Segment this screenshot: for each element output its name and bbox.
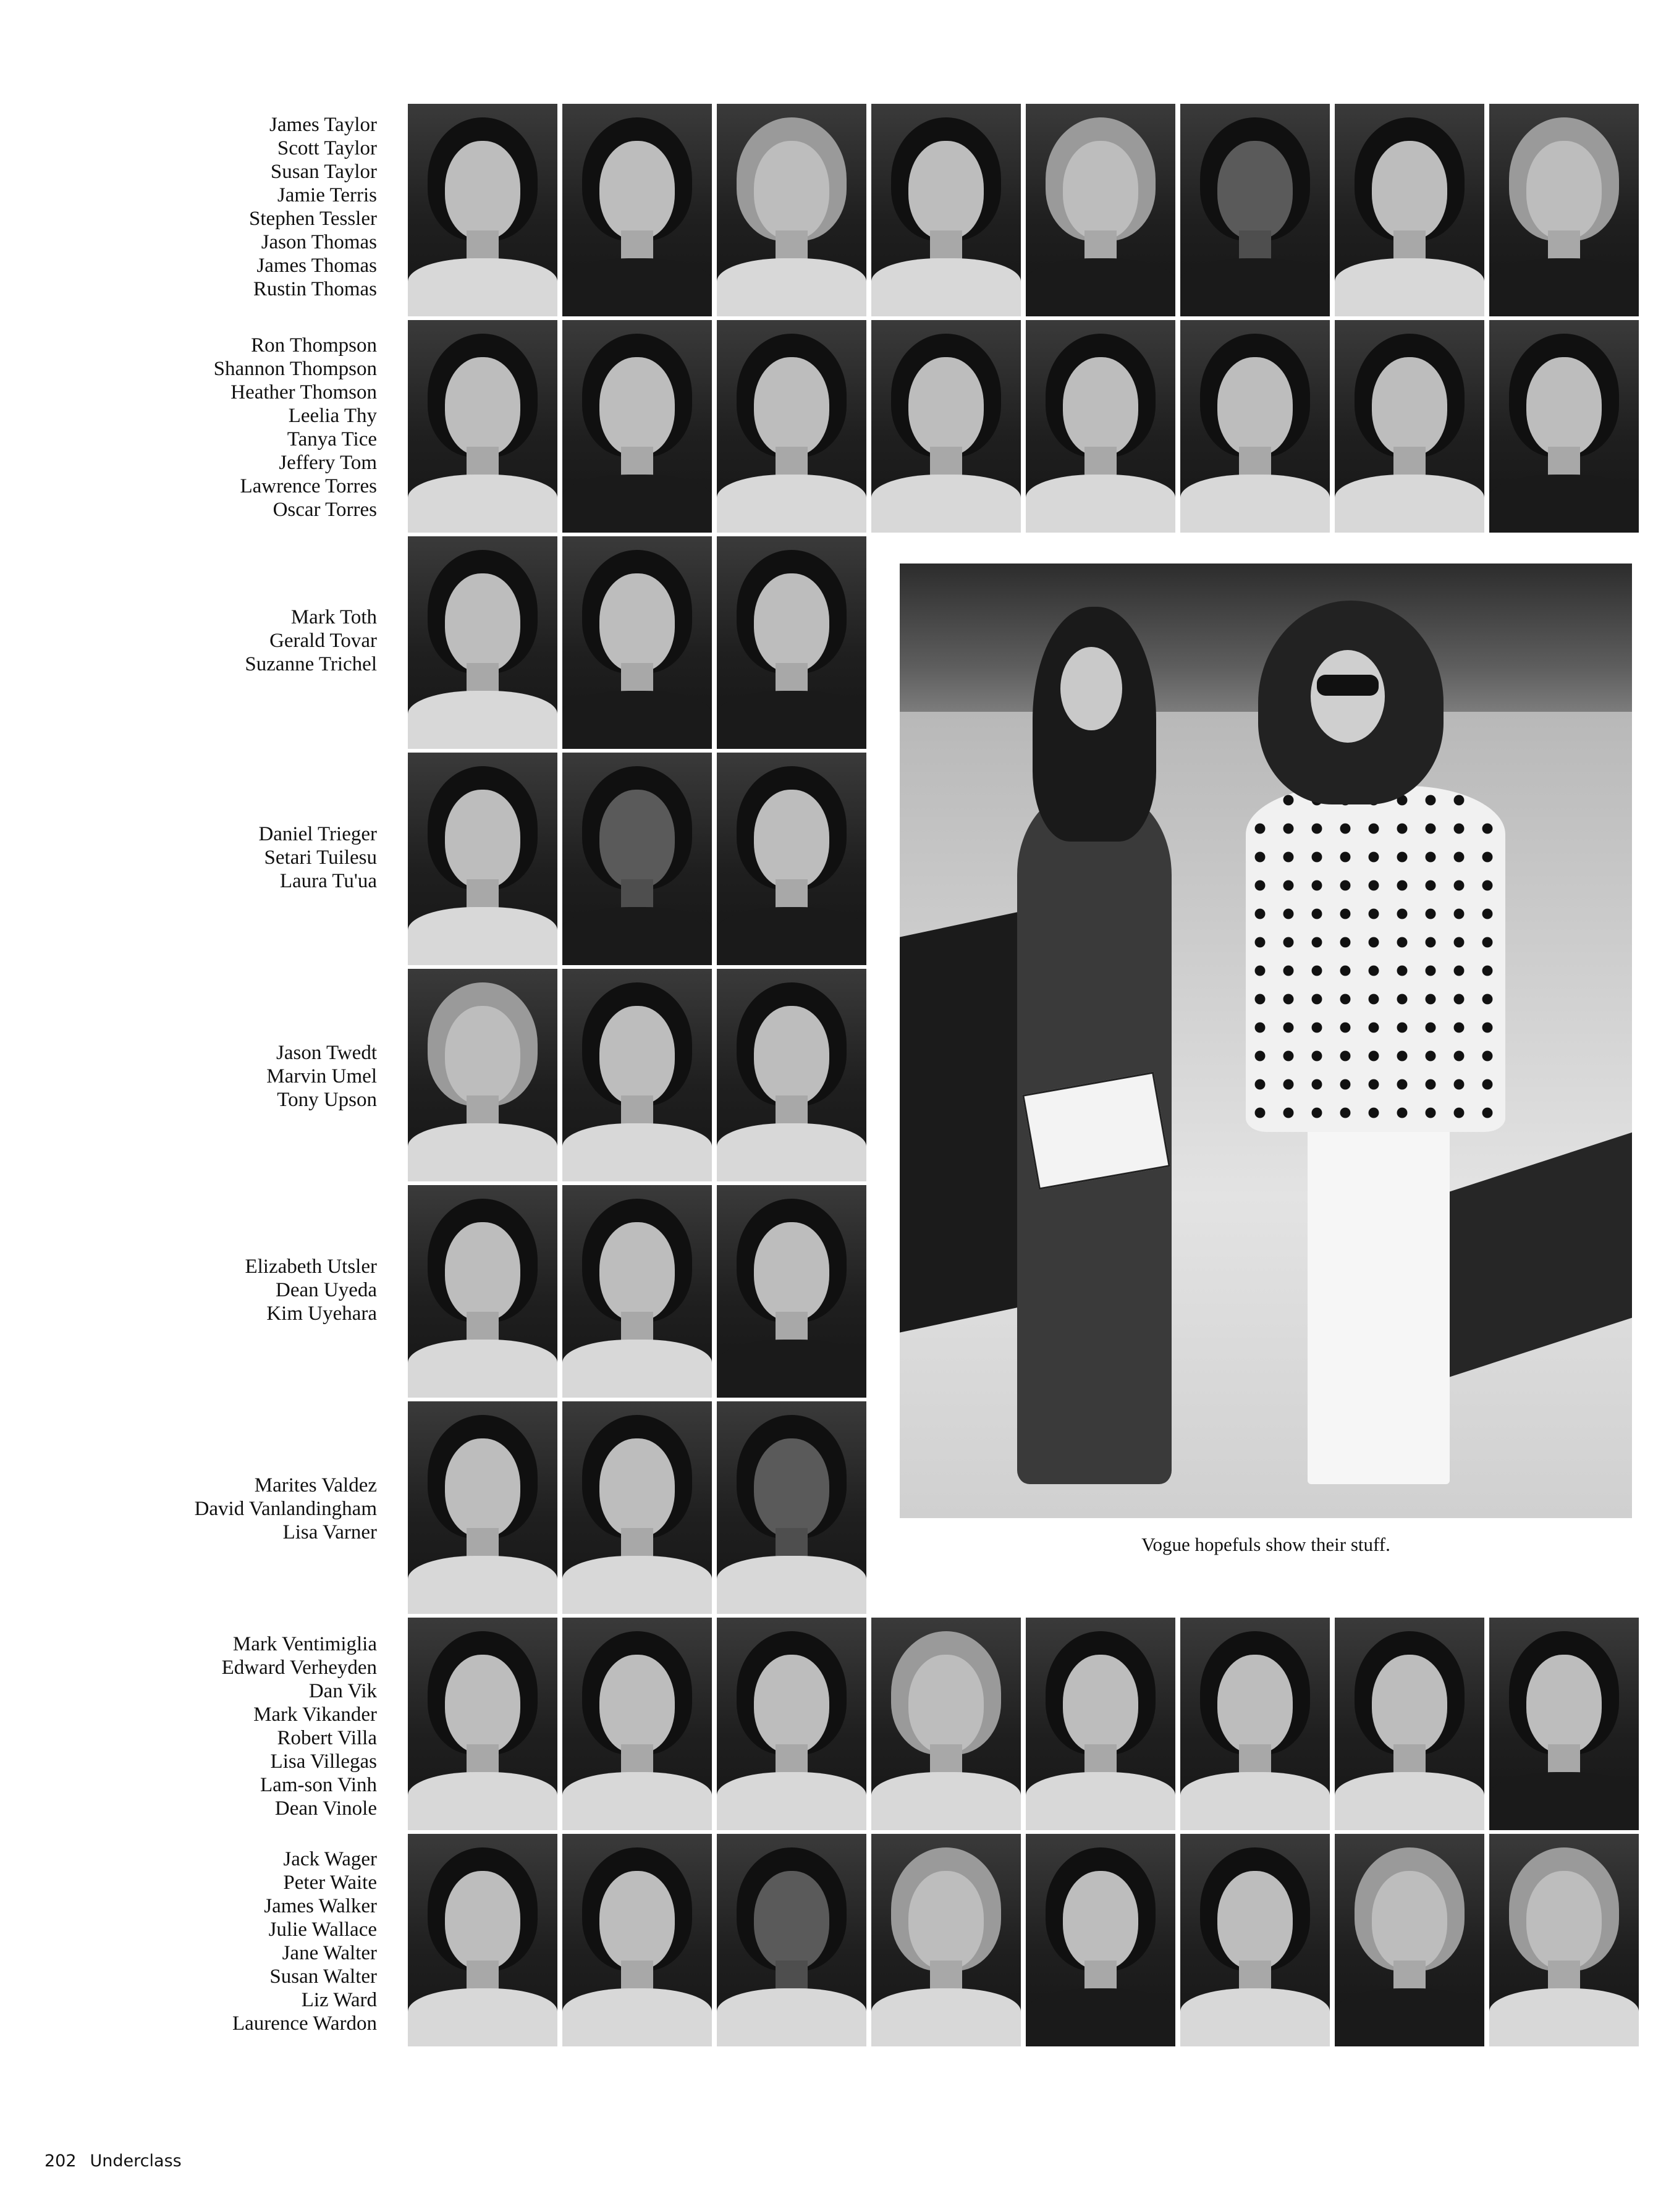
student-name: Jack Wager — [283, 1848, 377, 1870]
student-name: Jamie Terris — [277, 184, 377, 206]
student-name: Lisa Varner — [282, 1521, 377, 1543]
student-portrait — [408, 320, 557, 533]
student-portrait — [717, 320, 866, 533]
student-portrait — [1026, 320, 1175, 533]
student-name: Leelia Thy — [288, 405, 377, 427]
student-name: Gerald Tovar — [269, 630, 377, 652]
student-portrait — [717, 536, 866, 749]
name-list-row-6 — [25, 1255, 377, 1325]
student-name: Laura Tu'ua — [279, 870, 377, 892]
student-name: Jane Walter — [282, 1942, 377, 1964]
student-portrait — [562, 320, 712, 533]
student-name: Mark Toth — [290, 606, 377, 628]
student-portrait — [1026, 104, 1175, 316]
section-label: Underclass — [90, 2151, 182, 2171]
student-name: Dean Vinole — [274, 1797, 377, 1820]
student-name: Robert Villa — [277, 1727, 377, 1749]
student-portrait — [871, 1834, 1021, 2046]
page-footer — [44, 2151, 195, 2171]
student-portrait — [408, 104, 557, 316]
student-portrait — [1489, 1834, 1639, 2046]
student-portrait — [1180, 104, 1330, 316]
name-list-row-3 — [25, 606, 377, 676]
student-portrait — [1180, 1834, 1330, 2046]
name-list-row-2 — [25, 334, 377, 521]
student-name: Dan Vik — [308, 1680, 377, 1702]
woman-figure — [1017, 607, 1172, 1484]
student-name: Setari Tuilesu — [264, 846, 377, 869]
student-portrait — [1335, 1834, 1484, 2046]
student-name: Lawrence Torres — [240, 475, 377, 497]
student-portrait — [871, 1618, 1021, 1830]
student-name: James Walker — [264, 1895, 377, 1917]
student-name: Mark Vikander — [253, 1703, 377, 1726]
student-portrait — [408, 1185, 557, 1398]
student-portrait — [1026, 1618, 1175, 1830]
student-name: Scott Taylor — [277, 137, 377, 159]
name-list-row-7 — [25, 1474, 377, 1544]
student-name: Marites Valdez — [254, 1474, 377, 1496]
student-portrait — [871, 320, 1021, 533]
student-name: Rustin Thomas — [253, 278, 377, 300]
student-portrait — [562, 1618, 712, 1830]
student-portrait — [408, 1401, 557, 1614]
student-name: Jason Twedt — [276, 1042, 377, 1064]
student-name: Jeffery Tom — [279, 452, 377, 474]
student-portrait — [562, 1834, 712, 2046]
name-list-row-8 — [25, 1632, 377, 1820]
student-name: Lam-son Vinh — [260, 1774, 377, 1796]
student-name: Edward Verheyden — [221, 1657, 377, 1679]
student-portrait — [1180, 1618, 1330, 1830]
student-name: Heather Thomson — [230, 381, 377, 403]
student-name: Kim Uyehara — [266, 1302, 377, 1325]
student-portrait — [1335, 320, 1484, 533]
student-portrait — [562, 536, 712, 749]
student-portrait — [717, 104, 866, 316]
student-portrait — [1180, 320, 1330, 533]
page-number: 202 — [44, 2151, 77, 2171]
student-name: David Vanlandingham — [194, 1498, 377, 1520]
student-name: James Taylor — [269, 114, 377, 136]
student-portrait — [1489, 104, 1639, 316]
student-portrait — [1489, 1618, 1639, 1830]
student-portrait — [717, 1401, 866, 1614]
student-name: Peter Waite — [283, 1872, 377, 1894]
student-portrait — [408, 753, 557, 965]
student-name: Stephen Tessler — [249, 208, 377, 230]
woman-figure — [1246, 601, 1505, 1484]
student-name: Elizabeth Utsler — [245, 1256, 377, 1278]
student-name: Ron Thompson — [251, 334, 377, 357]
name-list-row-5 — [25, 1041, 377, 1112]
student-portrait — [408, 969, 557, 1181]
student-name: Susan Walter — [269, 1965, 377, 1988]
student-portrait — [562, 1185, 712, 1398]
student-name: Lisa Villegas — [270, 1750, 377, 1773]
student-portrait — [1026, 1834, 1175, 2046]
student-portrait — [408, 1618, 557, 1830]
student-name: Shannon Thompson — [213, 358, 377, 380]
student-portrait — [871, 104, 1021, 316]
student-portrait — [562, 753, 712, 965]
student-name: Laurence Wardon — [232, 2012, 377, 2035]
student-name: Jason Thomas — [261, 231, 377, 253]
student-portrait — [562, 104, 712, 316]
student-portrait — [408, 1834, 557, 2046]
student-portrait — [717, 1834, 866, 2046]
student-portrait — [562, 969, 712, 1181]
student-portrait — [408, 536, 557, 749]
photo-caption: Vogue hopefuls show their stuff. — [1141, 1534, 1390, 1555]
student-name: Oscar Torres — [273, 499, 377, 521]
student-portrait — [717, 1618, 866, 1830]
student-portrait — [1335, 1618, 1484, 1830]
student-name: Liz Ward — [301, 1989, 377, 2011]
candid-photo — [900, 564, 1632, 1518]
student-name: James Thomas — [256, 255, 377, 277]
student-name: Daniel Trieger — [258, 823, 377, 845]
student-name: Suzanne Trichel — [245, 653, 377, 675]
student-name: Susan Taylor — [270, 161, 377, 183]
student-portrait — [1489, 320, 1639, 533]
student-name: Julie Wallace — [268, 1919, 377, 1941]
student-name: Dean Uyeda — [275, 1279, 377, 1301]
student-portrait — [562, 1401, 712, 1614]
student-name: Tanya Tice — [287, 428, 377, 450]
name-list-row-9 — [25, 1847, 377, 2035]
name-list-row-4 — [25, 822, 377, 893]
student-name: Marvin Umel — [266, 1065, 377, 1087]
student-name: Mark Ventimiglia — [232, 1633, 377, 1655]
name-list-row-1 — [25, 113, 377, 301]
student-portrait — [717, 969, 866, 1181]
student-portrait — [717, 1185, 866, 1398]
student-portrait — [1335, 104, 1484, 316]
student-portrait — [717, 753, 866, 965]
student-name: Tony Upson — [277, 1089, 377, 1111]
